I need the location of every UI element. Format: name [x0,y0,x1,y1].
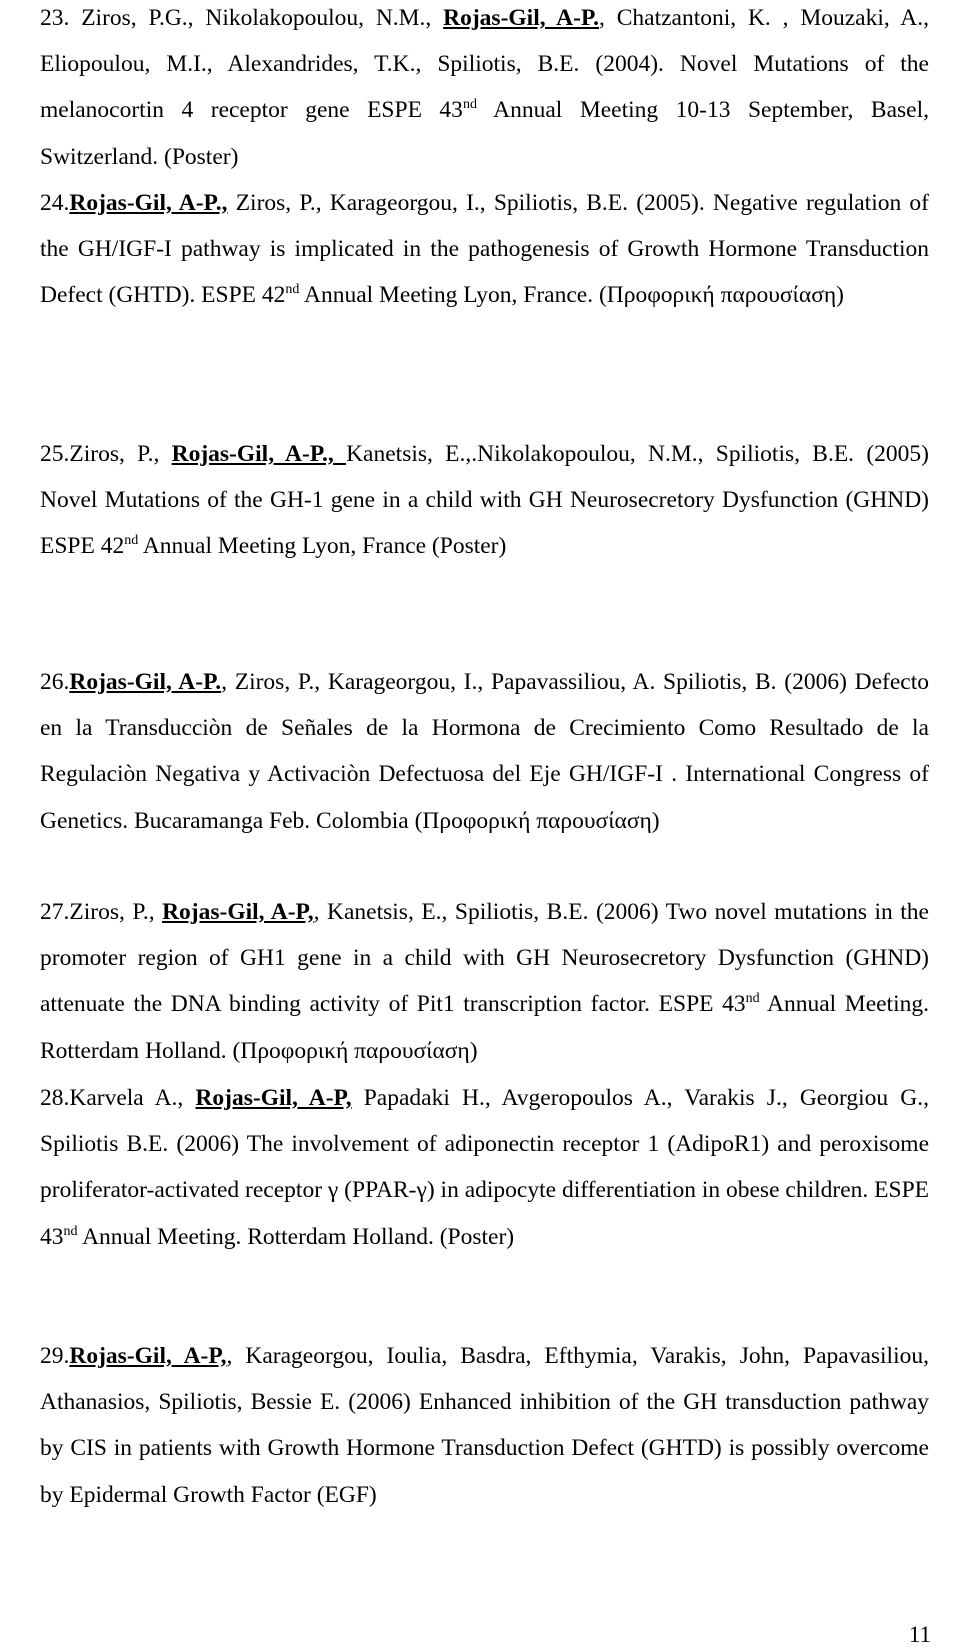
reference-item-28 [40,1075,929,1260]
reference-body-text: Papadaki H., Avgeropoulos A., Varakis J., Georgiou G., Spiliotis B.E. (2006) The involvement of adiponectin receptor 1 (AdipoR1) and peroxisome proliferator-activated receptor γ (PPAR-γ) in adipocyte differentiation in obese children. ESPE 43 [40,1085,929,1250]
reference-trailing-text: Annual Meeting. Rotterdam Holland. (Προφορική παρουσίαση) [40,991,929,1064]
reference-item-27 [40,889,929,1074]
highlighted-author: Rojas-Gil, A-P, [69,1343,227,1369]
page-number: 11 [908,1622,931,1647]
reference-body-text: , Kanetsis, E., Spiliotis, B.E. (2006) Two novel mutations in the promoter region of GH1 gene in a child with GH Neurosecretory Dysfunction (GHND) attenuate the DNA binding activity of Pit1 transcription factor. ESPE 43 [40,899,929,1018]
reference-item-29 [40,1333,929,1518]
reference-number: 28. [40,1085,70,1111]
reference-item-24 [40,180,929,319]
ordinal-superscript: nd [285,282,300,298]
reference-leading-text: Ziros, P., [69,899,163,925]
reference-number: 23. [40,5,70,31]
reference-trailing-text: Annual Meeting Lyon, France. (Προφορική παρουσίαση) [299,282,844,309]
reference-leading-text: Karvela A., [69,1085,196,1111]
reference-number: 26. [40,669,70,695]
reference-item-26 [40,659,929,844]
reference-number: 25. [40,441,70,467]
reference-text [40,180,929,319]
reference-text [40,889,929,1074]
highlighted-author: Rojas-Gil, A-P., [171,441,347,467]
ordinal-superscript: nd [63,1223,78,1239]
reference-body-text: , Ziros, P., Karageorgou, I., Papavassiliou, A. Spiliotis, B. (2006) Defecto en la Transducciòn de Señales de la Hormona de Crecimiento Como Resultado de la Regulaciòn Negativa y Activaciòn Defectuosa del Eje GH/IGF-I . International Congress of Genetics. Bucaramanga Feb. Colombia (Προφορική παρουσίαση) [40,669,929,834]
reference-number: 29. [40,1343,70,1369]
reference-text [40,0,929,180]
reference-body-text: Kanetsis, E.,.Nikolakopoulou, N.M., Spiliotis, B.E. (2005) Novel Mutations of the GH-1 gene in a child with GH Neurosecretory Dysfunction (GHND) ESPE 42 [40,441,929,560]
reference-trailing-text: Annual Meeting Lyon, France (Poster) [138,533,507,560]
reference-text [40,431,929,570]
reference-trailing-text: Annual Meeting. Rotterdam Holland. (Poster) [77,1223,515,1250]
reference-leading-text: Ziros, P., [69,441,172,467]
ordinal-superscript: nd [462,97,477,113]
reference-body-text: , Karageorgou, Ioulia, Basdra, Efthymia, Varakis, John, Papavasiliou, Athanasios, Spiliotis, Bessie E. (2006) Enhanced inhibition of the GH transduction pathway by CIS in patients with Growth Hormone Transduction Defect (GHTD) is possibly overcome by Epidermal Growth Factor (EGF) [40,1343,929,1508]
reference-text [40,659,929,844]
reference-body-text: , Chatzantoni, K. , Mouzaki, A., Eliopoulou, M.I., Alexandrides, T.K., Spiliotis, B.E. (2004). Novel Mutations of the melanocortin 4 receptor gene ESPE 43 [40,5,929,124]
reference-number: 24. [40,190,70,216]
ordinal-superscript: nd [124,533,139,549]
reference-text [40,1075,929,1260]
highlighted-author: Rojas-Gil, A-P. [69,669,222,695]
reference-number: 27. [40,899,70,925]
reference-leading-text: Ziros, P.G., Nikolakopoulou, N.M., [69,5,444,31]
reference-body-text: Ziros, P., Karageorgou, I., Spiliotis, B.E. (2005). Negative regulation of the GH/IGF-I pathway is implicated in the pathogenesis of Growth Hormone Transduction Defect (GHTD). ESPE 42 [40,190,929,309]
ordinal-superscript: nd [745,991,760,1007]
highlighted-author: Rojas-Gil, A-P., [69,190,228,216]
highlighted-author: Rojas-Gil, A-P, [162,899,314,925]
highlighted-author: Rojas-Gil, A-P. [443,5,600,31]
reference-text [40,1333,929,1518]
reference-item-25 [40,431,929,570]
reference-trailing-text: Annual Meeting 10-13 September, Basel, Switzerland. (Poster) [40,97,929,170]
reference-item-23 [40,0,929,180]
highlighted-author: Rojas-Gil, A-P, [195,1085,352,1111]
